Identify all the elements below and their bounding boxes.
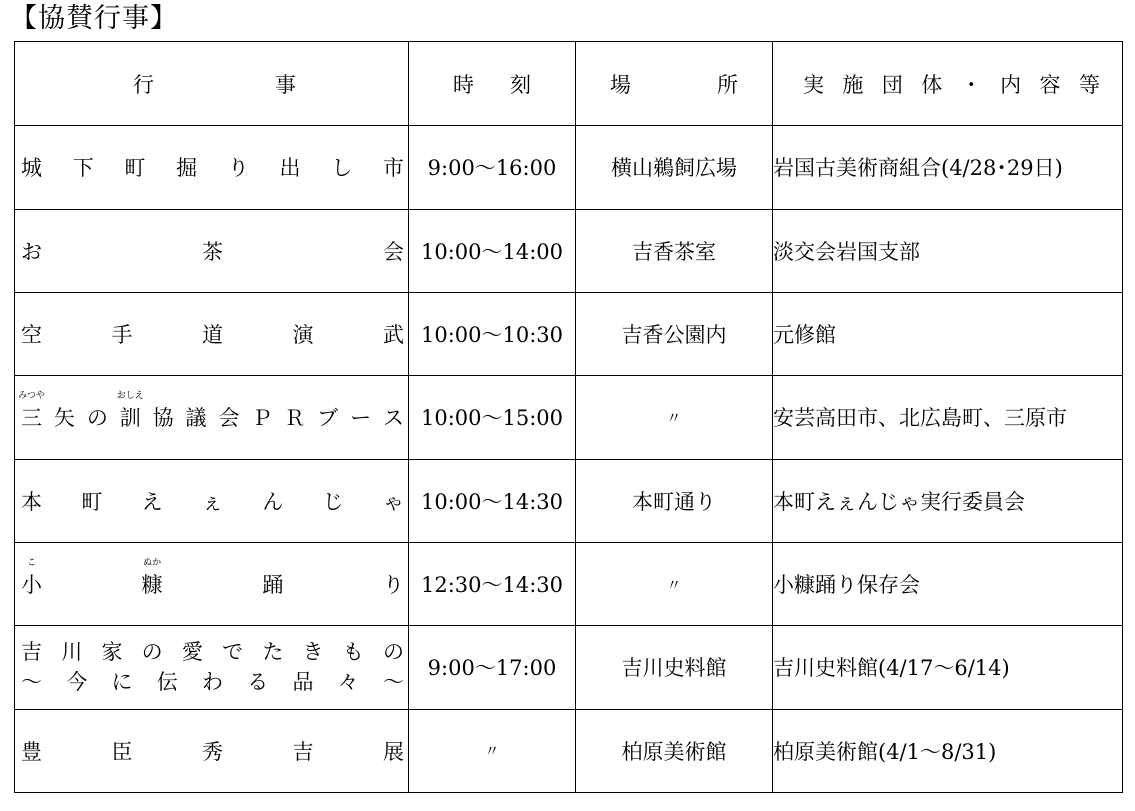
header-place — [576, 42, 773, 126]
event-char: 伝 — [156, 670, 178, 695]
table-row — [15, 542, 1123, 625]
event-char: Ｒ — [284, 406, 306, 431]
event-char: り — [382, 573, 404, 598]
event-char: 秀 — [202, 739, 223, 764]
event-char: 今 — [66, 670, 88, 695]
org-cell: 岩国古美術商組合(4/28･29日) — [773, 126, 1123, 209]
event-char: 城 — [21, 156, 42, 181]
header-time-char: 時 — [453, 72, 474, 97]
event-char: 三 みつや — [21, 402, 42, 432]
event-char: Ｐ — [251, 406, 273, 431]
event-char: の — [86, 406, 108, 431]
event-char: 協 — [152, 406, 174, 431]
table-row — [15, 459, 1123, 542]
event-char: ブ — [317, 406, 339, 431]
event-char: の — [382, 640, 404, 665]
event-cell — [15, 292, 409, 375]
event-char: た — [262, 640, 284, 665]
event-char: 品 — [292, 670, 314, 695]
event-cell — [15, 626, 409, 709]
event-cell — [15, 376, 409, 459]
event-char: き — [302, 640, 324, 665]
event-char: 臣 — [111, 739, 133, 764]
table-row — [15, 709, 1123, 792]
event-char: ん — [262, 489, 284, 514]
org-cell: 本町えぇんじゃ実行委員会 — [773, 459, 1123, 542]
event-char: ー — [350, 406, 372, 431]
event-char: 吉 — [292, 739, 314, 764]
time-cell: 12:30～14:30 — [409, 542, 576, 625]
header-org-char: ・ — [960, 72, 982, 97]
header-event-char: 事 — [275, 72, 296, 97]
event-char: 演 — [292, 323, 314, 348]
event-char: わ — [202, 670, 223, 695]
time-cell: 10:00～15:00 — [409, 376, 576, 459]
place-cell: 吉川史料館 — [576, 626, 773, 709]
place-cell: 横山鵜飼広場 — [576, 126, 773, 209]
header-org-char: 内 — [1000, 72, 1022, 97]
event-char: し — [331, 156, 353, 181]
header-org-char: 等 — [1078, 72, 1100, 97]
header-event-char: 行 — [133, 72, 154, 97]
event-char: ゃ — [382, 489, 404, 514]
event-char: り — [227, 156, 249, 181]
place-cell: 柏原美術館 — [576, 709, 773, 792]
event-char: 愛 — [181, 640, 203, 665]
time-cell: 10:00～10:30 — [409, 292, 576, 375]
place-cell: 〃 — [576, 542, 773, 625]
time-cell: 〃 — [409, 709, 576, 792]
event-char: 武 — [383, 323, 404, 348]
header-place-char: 所 — [717, 72, 738, 97]
time-cell: 10:00～14:00 — [409, 209, 576, 292]
event-line — [21, 637, 404, 667]
event-char: 会 — [383, 239, 404, 264]
page-title: 【協賛行事】 — [10, 3, 178, 34]
event-char: の — [141, 640, 163, 665]
place-cell: 吉香茶室 — [576, 209, 773, 292]
org-cell: 安芸高田市、北広島町、三原市 — [773, 376, 1123, 459]
event-cell — [15, 126, 409, 209]
header-place-char: 場 — [610, 72, 631, 97]
table-row — [15, 626, 1123, 709]
event-char: 本 — [21, 489, 42, 514]
furigana: こ — [26, 558, 37, 569]
event-char: 糠 ぬか — [142, 569, 163, 599]
event-char: 豊 — [21, 739, 42, 764]
time-cell: 9:00～17:00 — [409, 626, 576, 709]
event-char: 川 — [61, 640, 83, 665]
event-cell — [15, 209, 409, 292]
event-char: 々 — [337, 670, 359, 695]
event-char: 町 — [124, 156, 146, 181]
time-cell: 10:00～14:30 — [409, 459, 576, 542]
header-org-char: 実 — [803, 72, 824, 97]
events-table — [14, 41, 1123, 793]
table-row — [15, 209, 1123, 292]
place-cell: 本町通り — [576, 459, 773, 542]
header-event — [15, 42, 409, 126]
furigana: みつや — [18, 391, 45, 402]
event-char: で — [222, 640, 244, 665]
event-char: 家 — [101, 640, 123, 665]
event-char: も — [342, 640, 364, 665]
org-cell: 吉川史料館(4/17～6/14) — [773, 626, 1123, 709]
event-cell — [15, 542, 409, 625]
event-line — [21, 667, 404, 697]
event-char: 訓 おしえ — [120, 402, 141, 432]
place-cell: 〃 — [576, 376, 773, 459]
header-time — [409, 42, 576, 126]
place-cell: 吉香公園内 — [576, 292, 773, 375]
event-char: 手 — [111, 323, 133, 348]
event-char: 矢 — [53, 406, 75, 431]
header-org-char: 容 — [1039, 72, 1061, 97]
event-cell — [15, 459, 409, 542]
furigana: ぬか — [143, 558, 162, 569]
event-char: ぇ — [201, 489, 223, 514]
org-cell: 淡交会岩国支部 — [773, 209, 1123, 292]
event-char: 踊 — [262, 573, 284, 598]
event-char: 町 — [81, 489, 103, 514]
event-char: に — [111, 670, 133, 695]
org-cell: 元修館 — [773, 292, 1123, 375]
header-org-char: 体 — [921, 72, 943, 97]
event-char: る — [247, 670, 269, 695]
event-char: 議 — [185, 406, 207, 431]
event-char: 道 — [202, 323, 223, 348]
event-cell — [15, 709, 409, 792]
event-char: ス — [382, 406, 404, 431]
event-char: 市 — [382, 156, 404, 181]
event-char: じ — [322, 489, 344, 514]
furigana: おしえ — [116, 391, 144, 402]
time-cell: 9:00～16:00 — [409, 126, 576, 209]
event-char: お — [21, 239, 42, 264]
event-char: 出 — [279, 156, 301, 181]
event-char: 小 こ — [21, 569, 42, 599]
table-header-row — [15, 42, 1123, 126]
event-char: 会 — [218, 406, 240, 431]
event-char: 空 — [21, 323, 42, 348]
header-org — [773, 42, 1123, 126]
event-char: 掘 — [176, 156, 198, 181]
table-row — [15, 376, 1123, 459]
event-char: ～ — [383, 670, 404, 695]
header-org-char: 施 — [842, 72, 864, 97]
header-time-char: 刻 — [510, 72, 531, 97]
event-char: 下 — [72, 156, 94, 181]
table-row — [15, 126, 1123, 209]
header-org-char: 団 — [881, 72, 903, 97]
event-char: 茶 — [202, 239, 223, 264]
org-cell: 小糠踊り保存会 — [773, 542, 1123, 625]
event-char: 吉 — [21, 640, 42, 665]
table-row — [15, 292, 1123, 375]
event-char: ～ — [21, 670, 42, 695]
event-char: え — [141, 489, 163, 514]
org-cell: 柏原美術館(4/1～8/31) — [773, 709, 1123, 792]
event-char: 展 — [383, 739, 404, 764]
